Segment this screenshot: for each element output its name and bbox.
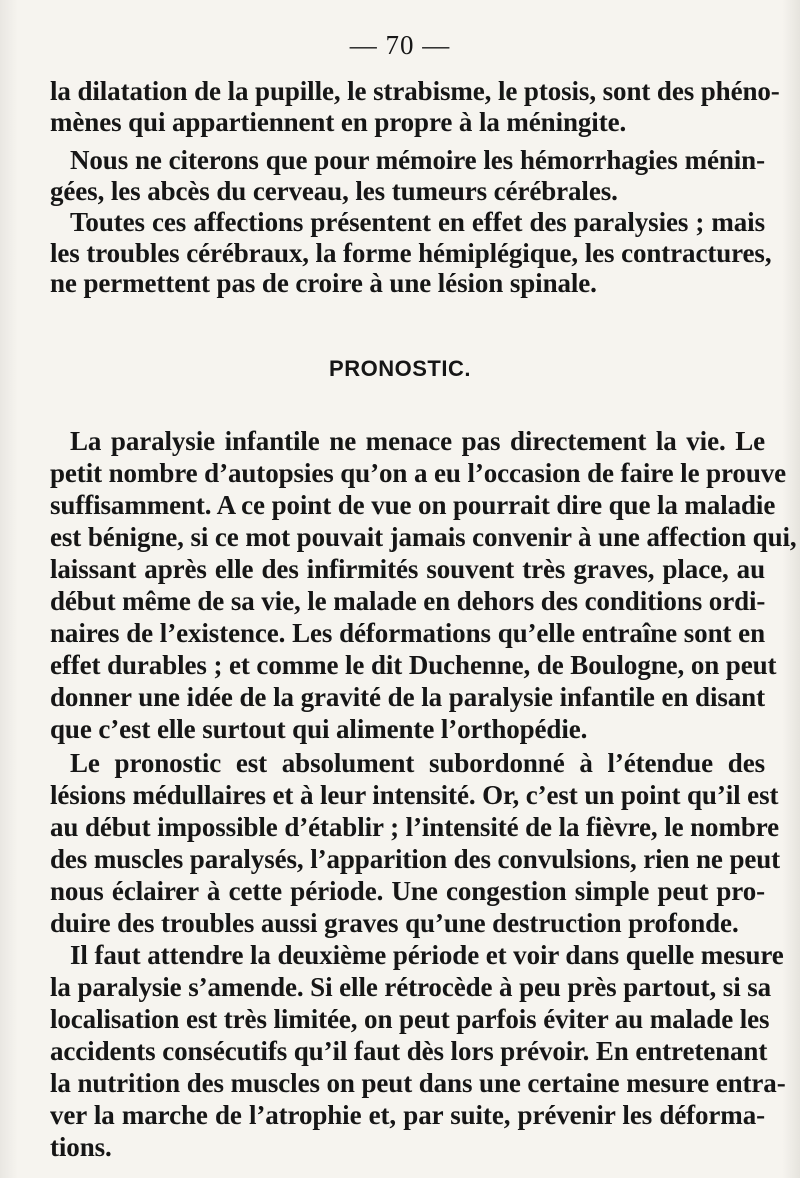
text-line: Le pronostic est absolument subordonné à l’étendue des — [70, 748, 765, 778]
text-line: duire des troubles aussi graves qu’une destruction profonde. — [50, 908, 739, 938]
paragraph-6 — [50, 939, 786, 1163]
text-line: La paralysie infantile ne menace pas directement la vie. Le — [70, 426, 765, 456]
page-number: — 70 — — [349, 30, 451, 60]
text-line: accidents consécutifs qu’il faut dès lors prévoir. En entretenant — [50, 1036, 768, 1066]
text-line: Il faut attendre la deuxième période et voir dans quelle mesure — [70, 940, 784, 970]
text-line: la nutrition des muscles on peut dans une certaine mesure entra- — [50, 1068, 786, 1098]
text-line: début même de sa vie, le malade en dehors des conditions ordi- — [50, 586, 766, 616]
paragraph-5 — [50, 747, 781, 939]
text-line: localisation est très limitée, on peut parfois éviter au malade les — [50, 1004, 770, 1034]
paragraph-2 — [50, 145, 765, 206]
text-line: petit nombre d’autopsies qu’on a eu l’occasion de faire le prouve — [50, 458, 787, 488]
paragraph-1 — [50, 76, 780, 137]
text-line: effet durables ; et comme le dit Duchenne, de Boulogne, on peut — [50, 650, 777, 680]
text-line: nous éclairer à cette période. Une congestion simple peut pro- — [50, 876, 765, 906]
text-line: ver la marche de l’atrophie et, par suite, prévenir les déforma- — [50, 1100, 765, 1130]
text-line: la dilatation de la pupille, le strabisme, le ptosis, sont des phéno- — [50, 76, 780, 106]
text-line: la paralysie s’amende. Si elle rétrocède à peu près partout, si sa — [50, 972, 772, 1002]
section-heading: PRONOSTIC. — [329, 356, 471, 381]
text-line: au début impossible d’établir ; l’intensité de la fièvre, le nombre — [50, 812, 780, 842]
text-line: mènes qui appartiennent en propre à la méningite. — [50, 106, 627, 137]
text-line: ne permettent pas de croire à une lésion spinale. — [50, 268, 597, 299]
text-line: tions. — [50, 1132, 112, 1162]
text-line: des muscles paralysés, l’apparition des convulsions, rien ne peut — [50, 844, 781, 874]
text-line: est bénigne, si ce mot pouvait jamais convenir à une affection qui, — [50, 522, 797, 552]
text-line: donner une idée de la gravité de la paralysie infantile en disant — [50, 682, 765, 712]
text-line: que c’est elle surtout qui alimente l’orthopédie. — [50, 714, 588, 744]
text-line: gées, les abcès du cerveau, les tumeurs cérébrales. — [50, 175, 618, 206]
text-line: lésions médullaires et à leur intensité. Or, c’est un point qu’il est — [50, 780, 779, 810]
text-line: suffisamment. A ce point de vue on pourrait dire que la maladie — [50, 490, 776, 520]
text-line: laissant après elle des infirmités souvent très graves, place, au — [50, 554, 765, 584]
paragraph-4 — [50, 425, 797, 745]
text-line: les troubles cérébraux, la forme hémiplégique, les contractures, — [50, 237, 772, 268]
paragraph-3 — [50, 207, 772, 299]
text-line: naires de l’existence. Les déformations qu’elle entraîne sont en — [50, 618, 765, 648]
text-line: Nous ne citerons que pour mémoire les hémorrhagies ménin- — [70, 145, 765, 175]
text-line: Toutes ces affections présentent en effet des paralysies ; mais — [70, 207, 765, 237]
